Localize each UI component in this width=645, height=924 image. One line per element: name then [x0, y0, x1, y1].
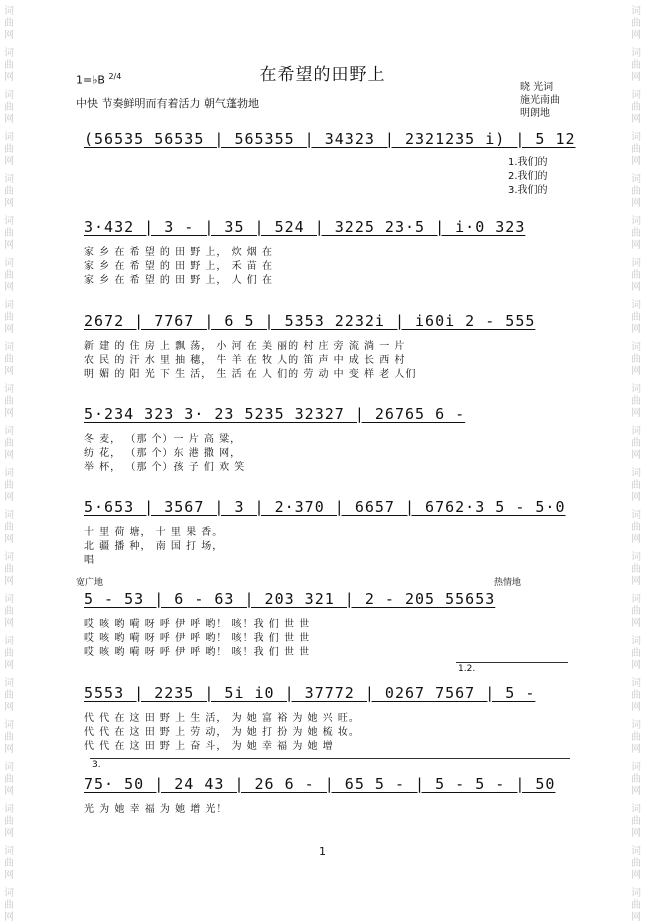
ending-line-3 [90, 758, 570, 759]
lyric-line: 光 为 她 幸 福 为 她 增 光！ [84, 804, 228, 815]
tempo-marking: 中快 节奏鲜明而有着活力 朝气蓬勃地 [76, 97, 259, 110]
lyric-line: 纺 花， （那 个）东 港 撒 网， [84, 448, 242, 459]
notation-line: 5·234 323 3· 23 5235 32327 | 26765 6 - [84, 405, 466, 423]
composer: 施光南曲 [520, 95, 560, 106]
notation-line: 2672 | 7767 | 6 5 | 5353 2232i | i60i 2 - 555 [84, 312, 536, 330]
lyric-line: 新 建 的 住 房 上 飘 荡， 小 河 在 美 丽的 村 庄 旁 流 淌 一 片 [84, 341, 406, 352]
expression-mark-broad: 宽广地 [76, 578, 104, 588]
notation-line: 5 - 53 | 6 - 63 | 203 321 | 2 - 205 55653 [84, 590, 496, 608]
notation-line: (56535 56535 | 565355 | 34323 | 2321235 i) | 5 12 [84, 130, 576, 148]
verse-number: 3.我们的 [508, 185, 548, 196]
lyric-line: 家 乡 在 希 望 的 田 野 上， 炊 烟 在 [84, 247, 273, 258]
lyric-line: 家 乡 在 希 望 的 田 野 上， 人 们 在 [84, 275, 273, 286]
lyric-line: 农 民 的 汗 水 里 抽 穗， 牛 羊 在 牧 人的 笛 声 中 成 长 西 村 [84, 355, 406, 366]
expression-mark: 明朗地 [520, 108, 550, 119]
notation-line: 5553 | 2235 | 5i i0 | 37772 | 0267 7567 | 5 - [84, 684, 536, 702]
notation-line: 75· 50 | 24 43 | 26 6 - | 65 5 - | 5 - 5 - | 50 [84, 775, 556, 793]
lyric-line: 明 媚 的 阳 光 下 生 活， 生 活 在 人 们的 劳 动 中 变 样 老 人们 [84, 369, 417, 380]
score-line [84, 405, 574, 475]
watermark-right: 词曲网 词曲网 词曲网 词曲网 词曲网 词曲网 词曲网 词曲网 词曲网 词曲网 词曲网 词曲网 词曲网 词曲网 词曲网 词曲网 词曲网 词曲网 词曲网 词曲网 词曲网 词曲网 [631, 6, 641, 923]
credits [520, 81, 560, 120]
lyric-line: 哎 咳 哟 嗬 呀 呼 伊 呼 哟！ 咳！我 们 世 世 [84, 647, 311, 658]
lyric-line: 唱 [84, 555, 95, 566]
time-signature: 2/4 [108, 72, 122, 81]
expression-mark-warm: 热情地 [494, 578, 522, 588]
score-line [84, 775, 574, 817]
score-line [84, 130, 574, 148]
lyric-line: 代 代 在 这 田 野 上 奋 斗， 为 她 幸 福 为 她 增 [84, 741, 334, 752]
lyric-line: 代 代 在 这 田 野 上 劳 动， 为 她 打 扮 为 她 梳 妆。 [84, 727, 360, 738]
lyric-line: 举 杯， （那 个）孩 子 们 欢 笑 [84, 462, 246, 473]
notation-line: 3·432 | 3 - | 35 | 524 | 3225 23·5 | i·0 323 [84, 218, 526, 236]
score-line [84, 218, 574, 288]
lyric-line: 哎 咳 哟 嗬 呀 呼 伊 呼 哟！ 咳！我 们 世 世 [84, 619, 311, 630]
score-line [84, 684, 574, 754]
score-line [84, 312, 574, 382]
ending-bracket-3: 3. [92, 760, 101, 770]
key-label: 1=♭B [76, 73, 105, 87]
lyric-line: 十 里 荷 塘， 十 里 果 香。 [84, 527, 224, 538]
lyric-line: 家 乡 在 希 望 的 田 野 上， 禾 苗 在 [84, 261, 273, 272]
key-signature [76, 72, 121, 87]
lyric-line: 冬 麦， （那 个）一 片 高 粱， [84, 434, 242, 445]
score-line [84, 590, 574, 660]
verse-number: 1.我们的 [508, 157, 548, 168]
lyric-line: 代 代 在 这 田 野 上 生 活， 为 她 富 裕 为 她 兴 旺。 [84, 713, 360, 724]
verse-numbers [508, 156, 548, 198]
verse-number: 2.我们的 [508, 171, 548, 182]
ending-bracket-1-2: 1.2. [458, 664, 476, 674]
lyric-line: 哎 咳 哟 嗬 呀 呼 伊 呼 哟！ 咳！我 们 世 世 [84, 633, 311, 644]
notation-line: 5·653 | 3567 | 3 | 2·370 | 6657 | 6762·3 5 - 5·0 [84, 498, 566, 516]
song-title: 在希望的田野上 [259, 65, 386, 85]
lyricist: 晓 光词 [520, 82, 554, 93]
ending-line-1-2 [456, 662, 568, 663]
lyric-line: 北 疆 播 种， 南 国 打 场， [84, 541, 224, 552]
score-line [84, 498, 574, 568]
page-number: 1 [319, 845, 326, 858]
watermark-left: 词曲网 词曲网 词曲网 词曲网 词曲网 词曲网 词曲网 词曲网 词曲网 词曲网 词曲网 词曲网 词曲网 词曲网 词曲网 词曲网 词曲网 词曲网 词曲网 词曲网 词曲网 词曲网 [4, 6, 14, 923]
